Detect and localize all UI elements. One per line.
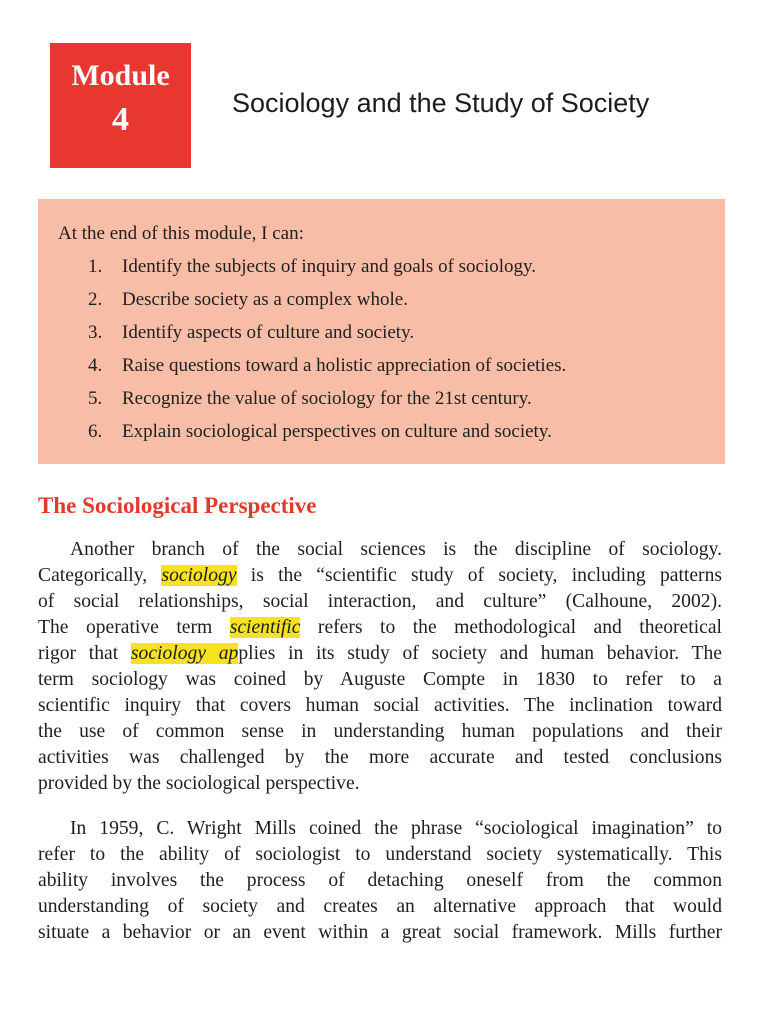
list-item-number: 3. (88, 322, 103, 343)
text-run: is the “scientific study of society, including patterns (236, 565, 722, 586)
highlighted-term: sociology ap (130, 643, 239, 664)
list-item-number: 6. (88, 421, 103, 442)
paragraph-line: provided by the sociological perspective. (38, 773, 360, 794)
paragraph-1 (38, 537, 722, 797)
objectives-intro: At the end of this module, I can: (58, 223, 304, 244)
paragraph-line (38, 641, 722, 667)
paragraph-line: of social relationships, social interaction, and culture” (Calhoune, 2002). (38, 591, 722, 612)
list-item (88, 388, 532, 410)
list-item (88, 322, 414, 344)
list-item (88, 256, 536, 278)
list-item-text: Identify the subjects of inquiry and goals of sociology. (122, 256, 537, 277)
paragraph-line: scientific inquiry that covers human social activities. The inclination toward (38, 695, 722, 716)
text-run: refers to the methodological and theoretical (300, 617, 722, 638)
paragraph-line: ability involves the process of detaching oneself from the common (38, 870, 722, 891)
paragraph-line: activities was challenged by the more accurate and tested conclusions (38, 747, 722, 768)
paragraph-line: refer to the ability of sociologist to understand society systematically. This (38, 844, 722, 865)
list-item-number: 1. (88, 256, 103, 277)
paragraph-line: In 1959, C. Wright Mills coined the phrase “sociological imagination” to (70, 818, 722, 839)
paragraph-line: situate a behavior or an event within a great social framework. Mills further (38, 922, 722, 943)
list-item-text: Explain sociological perspectives on culture and society. (122, 421, 552, 442)
highlighted-term: scientific (229, 617, 301, 638)
list-item-number: 4. (88, 355, 103, 376)
text-run: Categorically, (38, 565, 162, 586)
list-item (88, 289, 408, 311)
text-run: The operative term (38, 617, 230, 638)
module-badge (50, 43, 191, 168)
paragraph-line: term sociology was coined by Auguste Compte in 1830 to refer to a (38, 669, 722, 690)
list-item-text: Recognize the value of sociology for the 21st century. (122, 388, 532, 409)
paragraph-line: the use of common sense in understanding human populations and their (38, 721, 722, 742)
highlighted-term: sociology (161, 565, 237, 586)
list-item-text: Describe society as a complex whole. (122, 289, 408, 310)
paragraph-2 (38, 816, 722, 946)
text-run: plies in its study of society and human behavior. The (238, 643, 722, 664)
list-item (88, 355, 566, 377)
paragraph-line: understanding of society and creates an alternative approach that would (38, 896, 722, 917)
module-label: Module (71, 59, 170, 92)
list-item-number: 2. (88, 289, 103, 310)
section-heading: The Sociological Perspective (38, 493, 317, 518)
page-title: Sociology and the Study of Society (232, 88, 650, 118)
list-item (88, 421, 552, 443)
paragraph-line (38, 615, 722, 641)
module-number: 4 (112, 101, 129, 138)
text-run: rigor that (38, 643, 131, 664)
list-item-text: Raise questions toward a holistic appreciation of societies. (122, 355, 567, 376)
paragraph-line (38, 563, 722, 589)
list-item-text: Identify aspects of culture and society. (122, 322, 415, 343)
learning-objectives-box (38, 199, 725, 464)
list-item-number: 5. (88, 388, 103, 409)
paragraph-line: Another branch of the social sciences is the discipline of sociology. (70, 539, 722, 560)
